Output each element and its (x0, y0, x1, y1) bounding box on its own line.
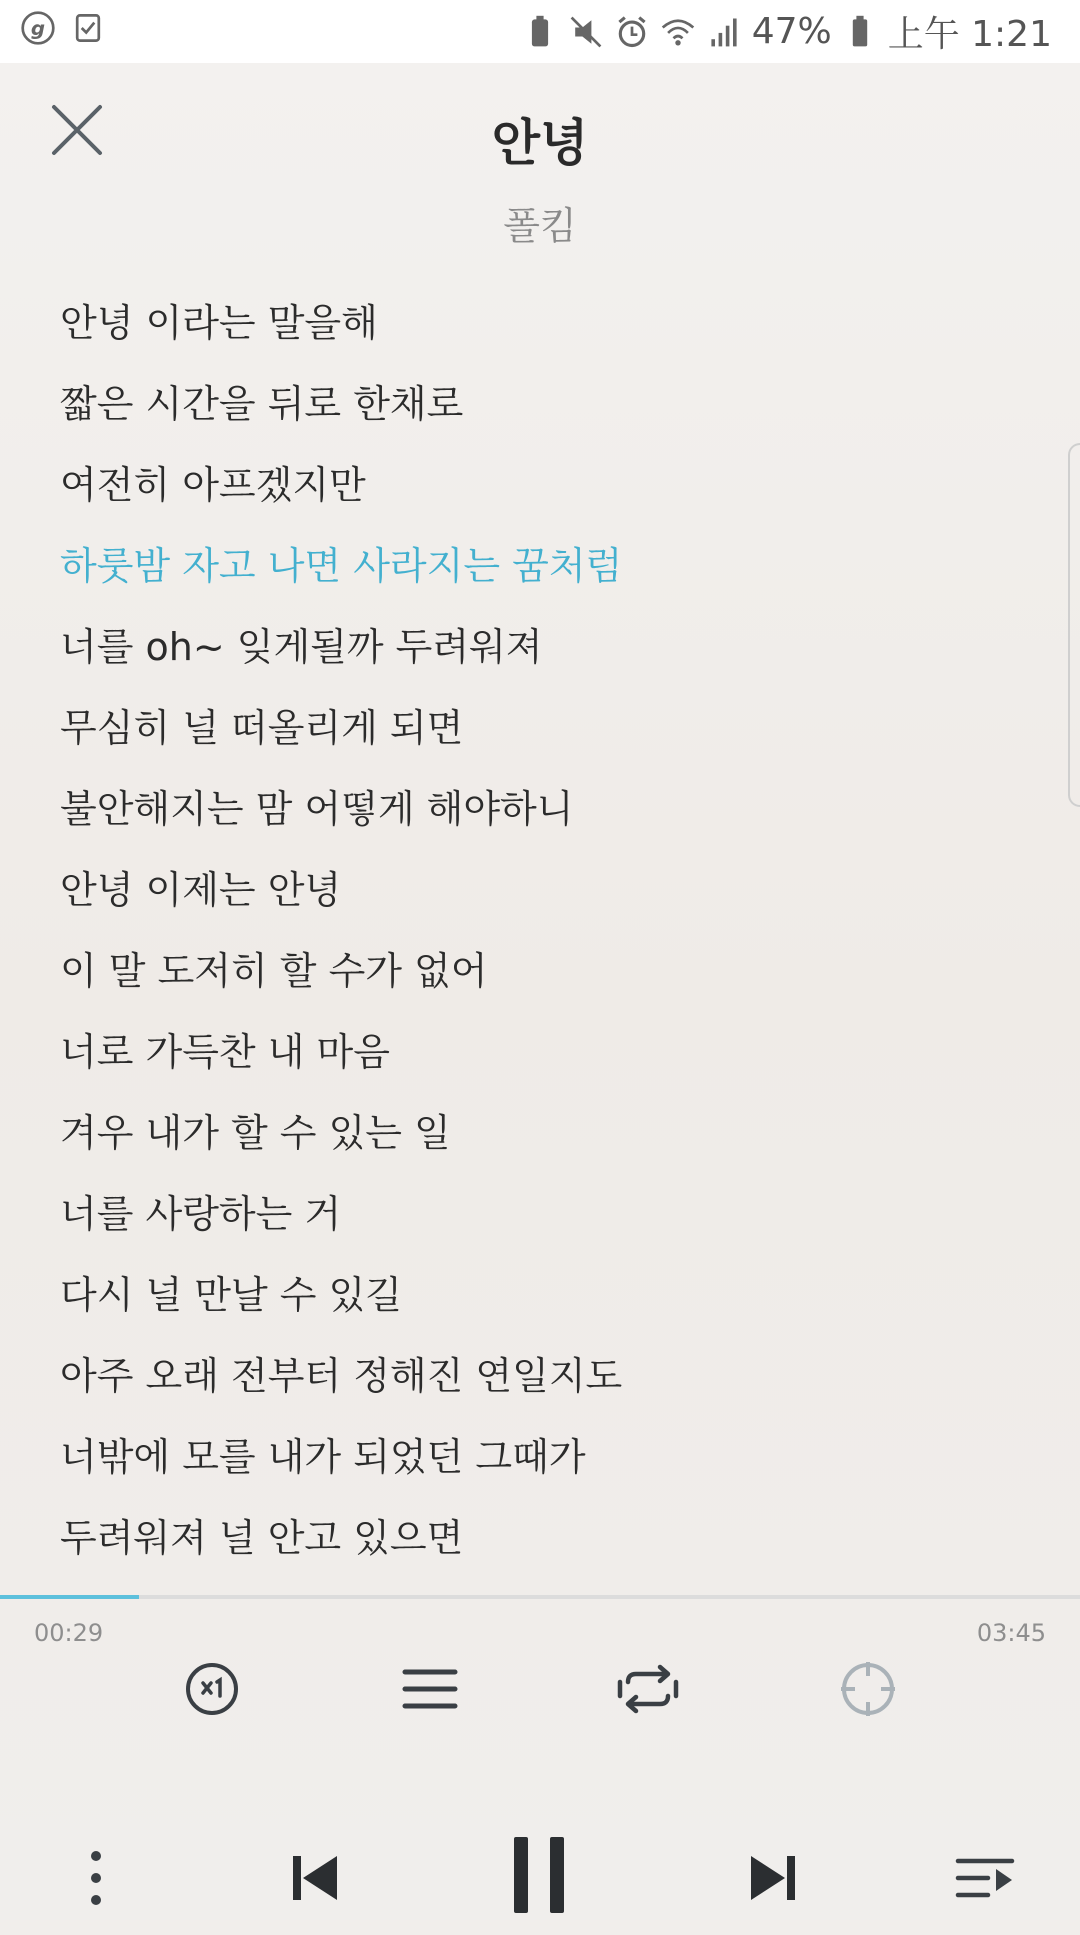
playlist-icon (954, 1853, 1016, 1903)
g-app-icon (20, 10, 56, 46)
lyrics-list-icon (401, 1660, 459, 1718)
battery-saver-icon (522, 14, 558, 50)
lyrics-screen (0, 63, 1080, 1920)
lyric-line[interactable]: 아주 오래 전부터 정해진 연일지도 (60, 1354, 623, 1398)
song-artist: 폴킴 (503, 204, 577, 248)
lyric-line[interactable]: 무심히 널 떠올리게 되면 (60, 706, 464, 750)
lyrics-list-button[interactable] (394, 1653, 466, 1725)
lyric-line[interactable]: 안녕 이라는 말을해 (60, 301, 378, 345)
checklist-icon (70, 10, 106, 46)
mute-icon (568, 14, 604, 50)
more-button[interactable] (66, 1833, 126, 1923)
battery-icon (842, 14, 878, 50)
playlist-button[interactable] (940, 1833, 1030, 1923)
status-notifications (20, 10, 106, 46)
song-title: 안녕 (491, 114, 589, 172)
skip-next-icon (747, 1852, 799, 1904)
lyric-line[interactable]: 다시 널 만날 수 있길 (60, 1273, 402, 1317)
pause-button[interactable] (494, 1815, 584, 1935)
lyric-line[interactable]: 너밖에 모를 내가 되었던 그때가 (60, 1435, 586, 1479)
lyric-line-current[interactable]: 하룻밤 자고 나면 사라지는 꿈처럼 (60, 544, 623, 588)
more-vertical-icon (86, 1848, 106, 1908)
locate-line-icon (839, 1660, 897, 1718)
locate-line-button[interactable] (832, 1653, 904, 1725)
lyric-line[interactable]: 불안해지는 맘 어떻게 해야하니 (60, 787, 574, 831)
battery-percent: 47% (751, 11, 832, 52)
previous-button[interactable] (270, 1833, 360, 1923)
lyric-line[interactable]: 너를 oh~ 잊게될까 두려워져 (60, 625, 543, 669)
next-button[interactable] (728, 1833, 818, 1923)
scrollbar[interactable] (1068, 443, 1080, 807)
repeat-icon (614, 1660, 682, 1718)
wifi-icon (660, 14, 696, 50)
status-time: 上午 1:21 (887, 14, 1052, 55)
progress-fill (0, 1595, 139, 1599)
lyric-line[interactable]: 여전히 아프겠지만 (60, 463, 366, 507)
lyric-line[interactable]: 겨우 내가 할 수 있는 일 (60, 1111, 451, 1155)
signal-icon (706, 14, 742, 50)
lyric-line[interactable]: 두려워져 널 안고 있으면 (60, 1516, 464, 1560)
alarm-icon (614, 14, 650, 50)
svg-text:g: g (30, 17, 46, 41)
total-time: 03:45 (976, 1619, 1046, 1647)
status-bar (0, 0, 1080, 63)
lyric-line[interactable]: 짧은 시간을 뒤로 한채로 (60, 382, 464, 426)
lyric-line[interactable]: 이 말 도저히 할 수가 없어 (60, 949, 488, 993)
current-time: 00:29 (34, 1619, 104, 1647)
playback-speed-button[interactable] (176, 1653, 248, 1725)
repeat-button[interactable] (612, 1653, 684, 1725)
progress-bar[interactable] (0, 1595, 1080, 1599)
playback-speed-icon (183, 1660, 241, 1718)
status-system (522, 6, 1052, 57)
lyric-line[interactable]: 너를 사랑하는 거 (60, 1192, 342, 1236)
lyric-line[interactable]: 안녕 이제는 안녕 (60, 868, 342, 912)
lyrics-list[interactable] (60, 283, 1000, 1579)
lyric-line[interactable]: 너로 가득찬 내 마음 (60, 1030, 390, 1074)
skip-previous-icon (289, 1852, 341, 1904)
pause-icon (510, 1835, 568, 1915)
